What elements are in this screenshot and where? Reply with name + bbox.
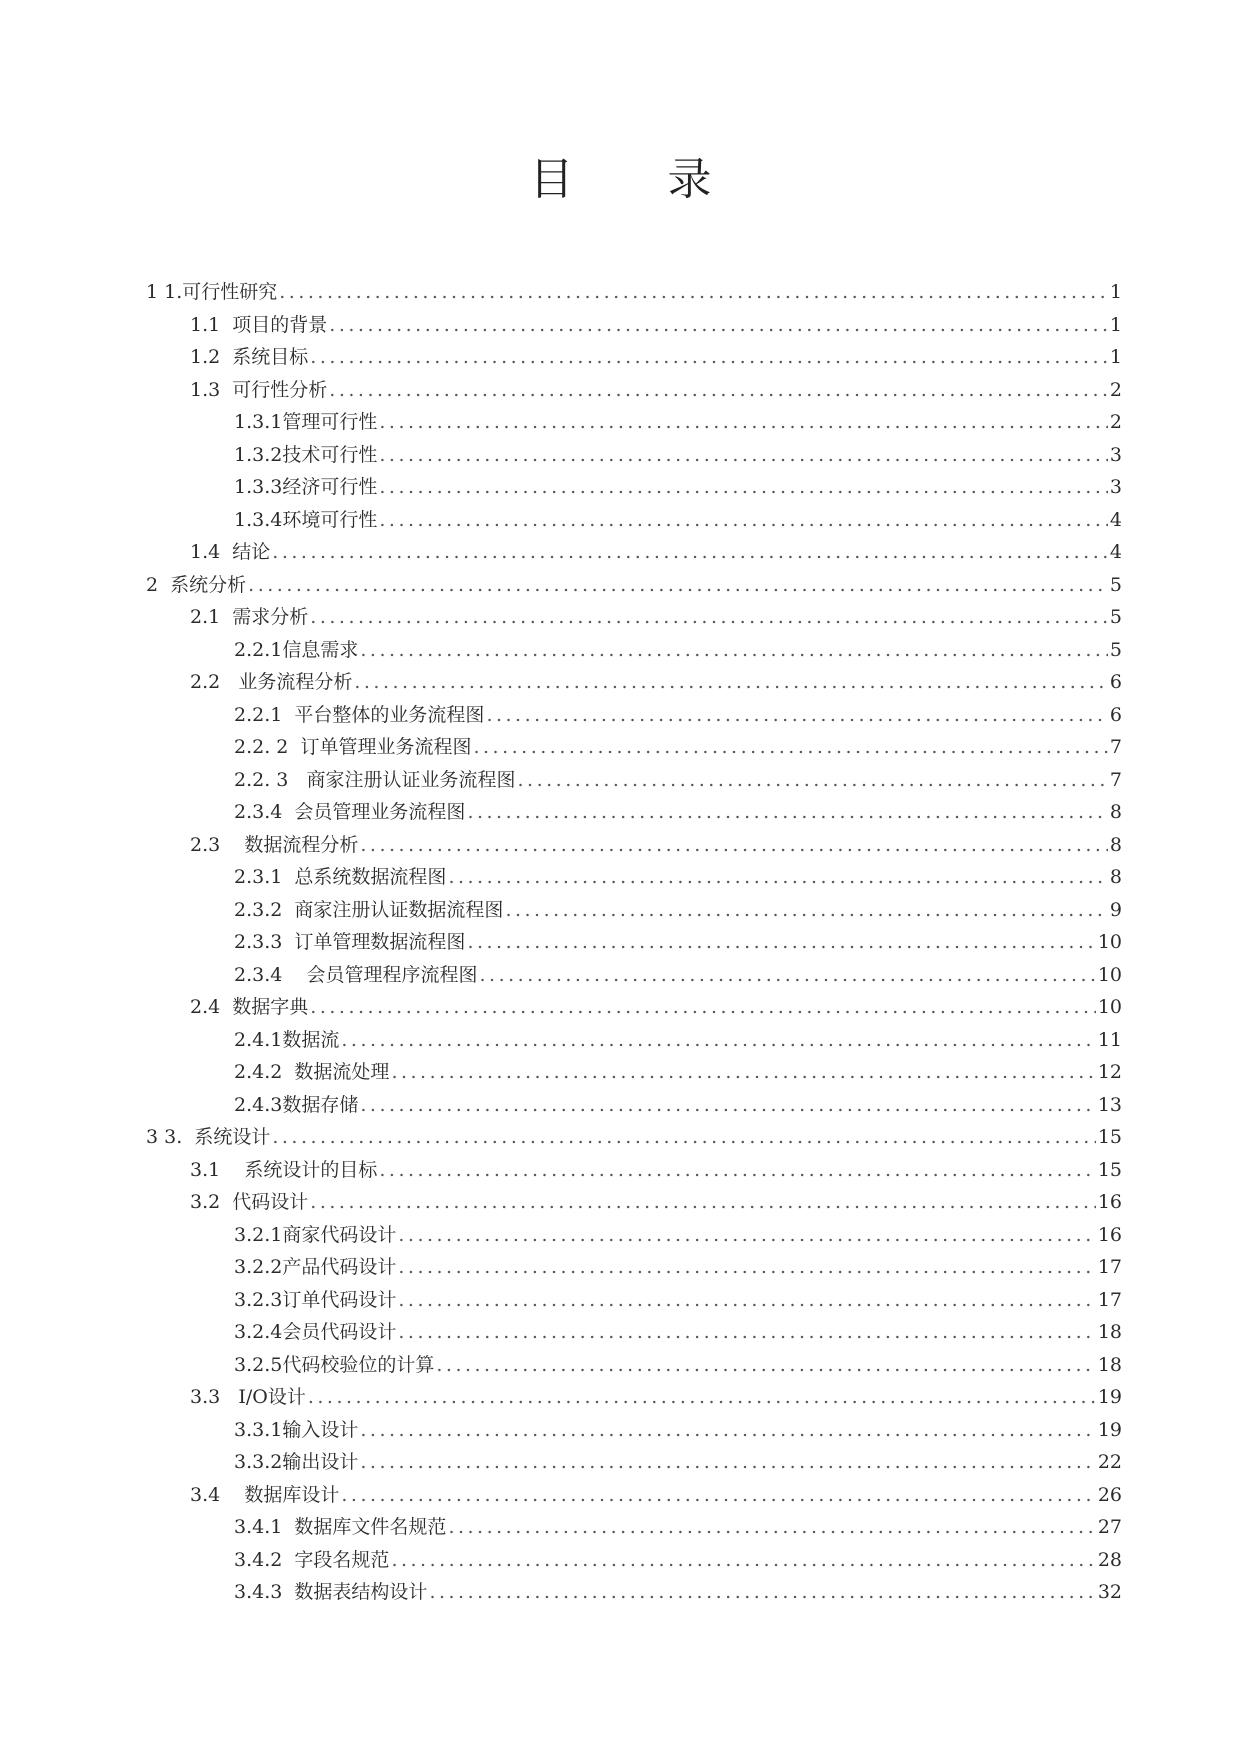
toc-entry[interactable] (146, 601, 1122, 634)
toc-page-number: 5 (1109, 606, 1122, 628)
toc-page-number: 1 (1109, 346, 1122, 368)
toc-entry[interactable] (146, 1154, 1122, 1187)
toc-entry[interactable] (146, 1056, 1122, 1089)
toc-dot-leader (354, 666, 1108, 699)
toc-page-number: 4 (1109, 541, 1122, 563)
toc-entry[interactable] (146, 991, 1122, 1024)
toc-entry[interactable] (146, 861, 1122, 894)
toc-entry[interactable] (146, 1089, 1122, 1122)
toc-page-number: 1 (1109, 313, 1122, 336)
toc-entry[interactable] (146, 1479, 1122, 1512)
toc-entry[interactable] (146, 1349, 1122, 1382)
toc-page-number: 18 (1097, 1321, 1122, 1343)
toc-dot-leader (272, 536, 1108, 569)
toc-entry-title: 3.2.5代码校验位的计算 (234, 1353, 435, 1376)
toc-dot-leader (505, 894, 1107, 927)
toc-dot-leader (248, 569, 1108, 602)
toc-entry-title: 2.4 数据字典 (190, 996, 309, 1018)
toc-entry-title: 1.3.1管理可行性 (234, 411, 378, 433)
toc-dot-leader (398, 1284, 1095, 1317)
toc-entry[interactable] (146, 536, 1122, 569)
toc-entry-title: 1.2 系统目标 (190, 346, 309, 368)
toc-dot-leader (391, 1056, 1095, 1089)
toc-page-number: 10 (1097, 963, 1122, 986)
toc-entry-title: 3.4.1 数据库文件名规范 (234, 1516, 447, 1538)
toc-entry-title: 3.3.2输出设计 (234, 1451, 359, 1473)
toc-entry[interactable] (146, 504, 1122, 537)
toc-entry[interactable] (146, 1186, 1122, 1219)
toc-entry-title: 3.3 I/O设计 (190, 1386, 306, 1408)
toc-entry[interactable] (146, 276, 1122, 309)
toc-entry[interactable] (146, 666, 1122, 699)
toc-dot-leader (279, 276, 1108, 309)
toc-dot-leader (272, 1121, 1095, 1154)
toc-dot-leader (448, 1511, 1095, 1544)
toc-dot-leader (310, 991, 1096, 1024)
toc-dot-leader (360, 1089, 1095, 1122)
toc-entry-title: 2.3.4 会员管理业务流程图 (234, 801, 466, 823)
toc-entry-title: 2.2.1 平台整体的业务流程图 (234, 703, 485, 726)
toc-entry[interactable] (146, 1544, 1122, 1577)
toc-page-number: 5 (1109, 638, 1122, 661)
toc-entry[interactable] (146, 439, 1122, 472)
toc-entry-title: 1.3.2技术可行性 (234, 443, 378, 466)
toc-entry-title: 2.1 需求分析 (190, 606, 309, 628)
toc-entry-title: 2.3.4 会员管理程序流程图 (234, 963, 478, 986)
toc-page-number: 17 (1097, 1288, 1122, 1311)
toc-page-number: 2 (1109, 378, 1122, 401)
toc-entry-title: 2.2 业务流程分析 (190, 671, 353, 693)
toc-page-number: 19 (1097, 1386, 1122, 1408)
toc-entry[interactable] (146, 1576, 1122, 1609)
toc-entry-title: 2.3.1 总系统数据流程图 (234, 866, 447, 888)
toc-page-number: 3 (1109, 476, 1122, 498)
toc-page-number: 13 (1097, 1093, 1122, 1116)
toc-dot-leader (379, 471, 1108, 504)
toc-entry-title: 2.3 数据流程分析 (190, 833, 359, 856)
toc-page-number: 22 (1097, 1451, 1122, 1473)
toc-entry[interactable] (146, 1024, 1122, 1057)
toc-page-number: 15 (1097, 1126, 1122, 1148)
toc-entry[interactable] (146, 1511, 1122, 1544)
toc-entry-title: 2.4.1数据流 (234, 1028, 340, 1051)
toc-page-number: 11 (1097, 1028, 1122, 1051)
toc-dot-leader (310, 1186, 1096, 1219)
toc-dot-leader (429, 1576, 1095, 1609)
toc-entry-title: 1.3 可行性分析 (190, 378, 328, 401)
toc-entry[interactable] (146, 1251, 1122, 1284)
toc-entry[interactable] (146, 829, 1122, 862)
toc-page-number: 2 (1109, 411, 1122, 433)
toc-dot-leader (329, 374, 1108, 407)
toc-page-number: 10 (1097, 996, 1122, 1018)
toc-entry[interactable] (146, 959, 1122, 992)
toc-entry[interactable] (146, 406, 1122, 439)
toc-page-number: 6 (1109, 703, 1122, 726)
toc-page-number: 8 (1109, 801, 1122, 823)
toc-entry[interactable] (146, 569, 1122, 602)
toc-dot-leader (379, 1154, 1095, 1187)
toc-dot-leader (341, 1024, 1095, 1057)
toc-entry-title: 1 1.可行性研究 (146, 281, 278, 303)
toc-entry[interactable] (146, 1414, 1122, 1447)
toc-dot-leader (310, 341, 1108, 374)
toc-page-number: 17 (1097, 1256, 1122, 1278)
toc-entry-title: 3.2.2产品代码设计 (234, 1256, 397, 1278)
toc-entry-title: 2.2. 2 订单管理业务流程图 (234, 736, 472, 758)
toc-dot-leader (360, 634, 1108, 667)
toc-dot-leader (308, 1381, 1096, 1414)
page-title: 目 录 (529, 154, 752, 205)
toc-page-number: 10 (1097, 931, 1122, 953)
toc-dot-leader (391, 1544, 1095, 1577)
toc-page-number: 12 (1097, 1061, 1122, 1083)
toc-entry[interactable] (146, 309, 1122, 342)
toc-dot-leader (480, 959, 1096, 992)
toc-entry-title: 3.4 数据库设计 (190, 1483, 340, 1506)
toc-entry-title: 1.3.4环境可行性 (234, 508, 378, 531)
toc-entry[interactable] (146, 1446, 1122, 1479)
toc-dot-leader (329, 309, 1108, 342)
toc-page-number: 27 (1097, 1516, 1122, 1538)
toc-page-number: 26 (1097, 1483, 1122, 1506)
toc-entry-title: 2.2.1信息需求 (234, 638, 359, 661)
toc-entry-title: 1.4 结论 (190, 541, 271, 563)
toc-page-number: 32 (1097, 1581, 1122, 1603)
toc-entry-title: 2.3.2 商家注册认证数据流程图 (234, 898, 504, 921)
toc-entry[interactable] (146, 699, 1122, 732)
toc-entry[interactable] (146, 731, 1122, 764)
toc-entry[interactable] (146, 1284, 1122, 1317)
toc-page-number: 3 (1109, 443, 1122, 466)
toc-entry-title: 2 系统分析 (146, 573, 247, 596)
toc-page-number: 5 (1109, 573, 1122, 596)
toc-page-number: 15 (1097, 1158, 1122, 1181)
toc-entry[interactable] (146, 634, 1122, 667)
toc-entry[interactable] (146, 1121, 1122, 1154)
toc-dot-leader (360, 1414, 1095, 1447)
toc-dot-leader (398, 1251, 1095, 1284)
toc-entry-title: 2.3.3 订单管理数据流程图 (234, 931, 466, 953)
toc-entry-title: 2.4.2 数据流处理 (234, 1061, 390, 1083)
toc-dot-leader (360, 1446, 1095, 1479)
toc-page-number: 8 (1109, 866, 1122, 888)
toc-entry-title: 3.4.3 数据表结构设计 (234, 1581, 428, 1603)
toc-dot-leader (473, 731, 1107, 764)
toc-entry-title: 3.1 系统设计的目标 (190, 1158, 378, 1181)
toc-dot-leader (379, 439, 1108, 472)
toc-entry-title: 1.1 项目的背景 (190, 313, 328, 336)
toc-dot-leader (379, 406, 1108, 439)
toc-page-number: 4 (1109, 508, 1122, 531)
toc-entry-title: 1.3.3经济可行性 (234, 476, 378, 498)
toc-page-number: 16 (1097, 1191, 1122, 1213)
toc-dot-leader (486, 699, 1107, 732)
toc-page-number: 1 (1109, 281, 1122, 303)
toc-page-number: 28 (1097, 1548, 1122, 1571)
toc-dot-leader (467, 926, 1095, 959)
toc-entry[interactable] (146, 1316, 1122, 1349)
toc-entry-title: 3 3. 系统设计 (146, 1126, 271, 1148)
toc-page-number: 19 (1097, 1418, 1122, 1441)
toc-entry[interactable] (146, 796, 1122, 829)
toc-entry-title: 3.4.2 字段名规范 (234, 1548, 390, 1571)
toc-page-number: 7 (1109, 768, 1122, 791)
toc-entry[interactable] (146, 374, 1122, 407)
table-of-contents (146, 276, 1122, 1609)
toc-entry[interactable] (146, 1219, 1122, 1252)
toc-page-number: 7 (1109, 736, 1122, 758)
toc-dot-leader (341, 1479, 1095, 1512)
toc-entry-title: 3.2.4会员代码设计 (234, 1321, 397, 1343)
toc-page-number: 9 (1109, 898, 1122, 921)
toc-page-number: 8 (1109, 833, 1122, 856)
toc-dot-leader (398, 1316, 1095, 1349)
toc-dot-leader (310, 601, 1108, 634)
toc-dot-leader (467, 796, 1107, 829)
toc-page-number: 6 (1109, 671, 1122, 693)
toc-dot-leader (436, 1349, 1095, 1382)
toc-entry[interactable] (146, 341, 1122, 374)
toc-entry[interactable] (146, 764, 1122, 797)
toc-dot-leader (518, 764, 1108, 797)
toc-dot-leader (379, 504, 1108, 537)
toc-entry-title: 3.2.1商家代码设计 (234, 1223, 397, 1246)
toc-entry[interactable] (146, 471, 1122, 504)
toc-page-number: 16 (1097, 1223, 1122, 1246)
toc-entry[interactable] (146, 1381, 1122, 1414)
toc-entry-title: 3.2 代码设计 (190, 1191, 309, 1213)
toc-entry-title: 3.3.1输入设计 (234, 1418, 359, 1441)
toc-entry-title: 3.2.3订单代码设计 (234, 1288, 397, 1311)
toc-page-number: 18 (1097, 1353, 1122, 1376)
toc-entry[interactable] (146, 894, 1122, 927)
toc-dot-leader (360, 829, 1108, 862)
toc-dot-leader (398, 1219, 1095, 1252)
toc-entry-title: 2.2. 3 商家注册认证业务流程图 (234, 768, 516, 791)
toc-entry-title: 2.4.3数据存储 (234, 1093, 359, 1116)
toc-entry[interactable] (146, 926, 1122, 959)
toc-dot-leader (448, 861, 1107, 894)
